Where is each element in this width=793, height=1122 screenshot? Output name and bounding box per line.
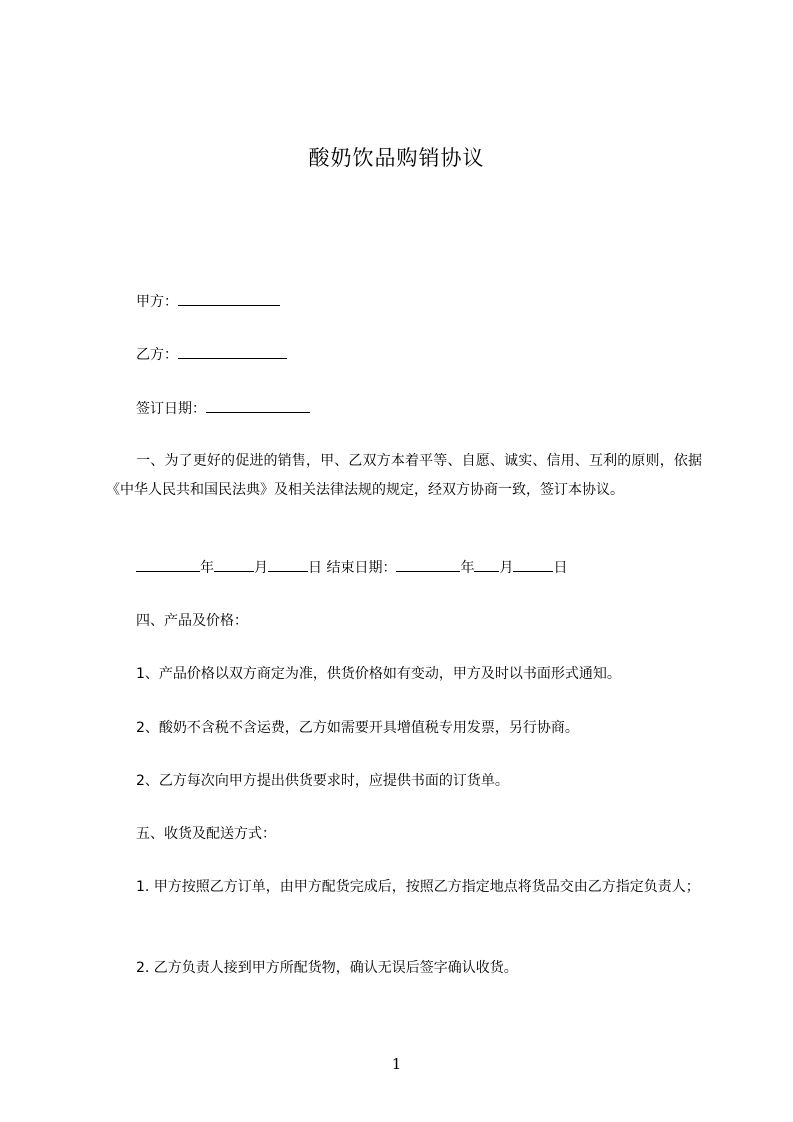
document-title: 酸奶饮品购销协议 — [308, 146, 485, 170]
party-a-blank — [178, 291, 280, 306]
item-5-1 — [106, 873, 702, 902]
start-year-blank — [136, 557, 200, 572]
party-a-label: 甲方： — [136, 294, 178, 310]
item-5-1-text: 1. 甲方按照乙方订单，由甲方配货完成后，按照乙方指定地点将货品交由乙方指定负责人； — [136, 879, 700, 895]
item-4-2: 2、酸奶不含税不含运费，乙方如需要开具增值税专用发票，另行协商。 — [136, 720, 579, 736]
end-date-label: 结束日期： — [326, 560, 397, 576]
end-month-label: 月 — [499, 560, 514, 576]
party-a-line — [136, 291, 280, 312]
intro-paragraph — [106, 447, 702, 505]
item-4-1: 1、产品价格以双方商定为准，供货价格如有变动，甲方及时以书面形式通知。 — [136, 666, 621, 682]
start-month-label: 月 — [254, 560, 268, 576]
sign-date-line — [136, 398, 310, 419]
end-year-blank — [396, 557, 460, 572]
item-5-2: 2. 乙方负责人接到甲方所配货物，确认无误后签字确认收货。 — [136, 960, 518, 976]
start-day-blank — [268, 557, 308, 572]
party-b-blank — [178, 344, 287, 359]
intro-paragraph-text: 一、为了更好的促进的销售，甲、乙双方本着平等、自愿、诚实、信用、互利的原则，依据《中华人民共和国民法典》及相关法律法规的规定，经双方协商一致，签订本协议。 — [106, 453, 702, 498]
party-b-label: 乙方： — [136, 347, 178, 363]
start-day-label: 日 — [308, 560, 322, 576]
party-b-line — [136, 344, 287, 365]
sign-date-label: 签订日期： — [136, 401, 206, 417]
end-day-label: 日 — [553, 560, 568, 576]
section-five-heading: 五、收货及配送方式： — [136, 826, 276, 842]
item-4-3: 2、乙方每次向甲方提出供货要求时，应提供书面的订货单。 — [136, 773, 509, 789]
end-year-label: 年 — [460, 560, 475, 576]
start-month-blank — [214, 557, 254, 572]
end-day-blank — [513, 557, 553, 572]
section-four-heading: 四、产品及价格： — [136, 613, 248, 629]
date-range-line — [136, 557, 567, 578]
sign-date-blank — [206, 398, 310, 413]
end-month-blank — [474, 557, 499, 572]
start-year-label: 年 — [200, 560, 214, 576]
page-number: 1 — [391, 1055, 402, 1073]
